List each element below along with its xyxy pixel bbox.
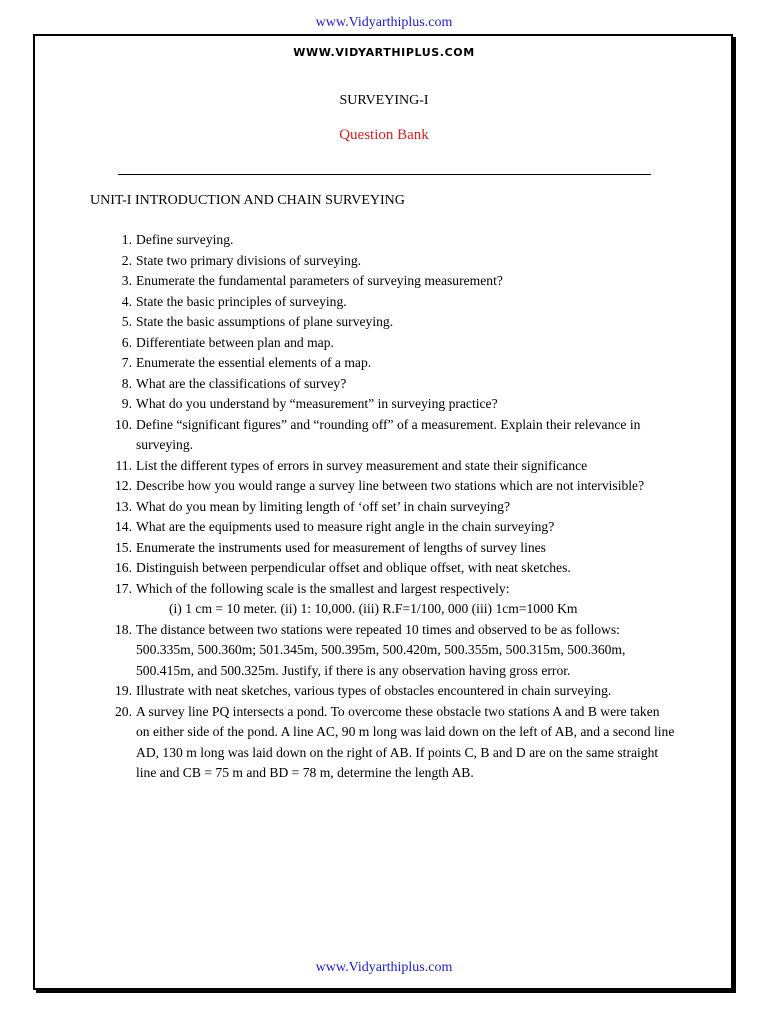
bottom-site-link[interactable]: www.Vidyarthiplus.com [315, 960, 453, 975]
question-number: 5. [121, 314, 132, 329]
top-site-link[interactable]: www.Vidyarthiplus.com [315, 15, 453, 30]
question-item [115, 415, 676, 456]
question-number: 18. [115, 621, 132, 637]
question-text: State two primary divisions of surveying. [136, 252, 362, 268]
question-item [121, 271, 676, 292]
question-number: 8. [121, 375, 132, 391]
question-item [121, 394, 676, 415]
unit-heading: UNIT-I INTRODUCTION AND CHAIN SURVEYING [90, 193, 405, 208]
question-item [115, 456, 676, 477]
question-number: 14. [115, 519, 132, 534]
question-number: 16. [115, 560, 132, 575]
question-number: 9. [121, 396, 132, 411]
question-item [115, 538, 676, 559]
question-number: 4. [121, 293, 132, 309]
question-item [121, 374, 676, 395]
question-item [115, 620, 676, 682]
question-item [121, 230, 676, 251]
question-item [121, 312, 676, 333]
question-text: Illustrate with neat sketches, various types of obstacles encountered in chain surveying. [136, 683, 612, 698]
question-text: Describe how you would range a survey line between two stations which are not intervisible? [136, 478, 645, 493]
question-item [121, 353, 676, 374]
question-text: State the basic assumptions of plane surveying. [136, 314, 394, 329]
question-text: List the different types of errors in survey measurement and state their significance [136, 457, 588, 473]
question-text: Distinguish between perpendicular offset and oblique offset, with neat sketches. [136, 560, 571, 575]
question-number: 1. [121, 232, 132, 247]
question-item [115, 497, 676, 518]
question-text: What are the equipments used to measure right angle in the chain surveying? [136, 519, 555, 534]
question-text: A survey line PQ intersects a pond. To overcome these obstacle two stations A and B were taken on either side of the pond. A line AC, 90 m long was laid down on the left of AB, and a second line AD, 130 m long was laid down on the right of AB. If points C, B and D are on the same straight line and CB = 75 m and BD = 78 m, determine the length AB. [136, 703, 675, 780]
question-number: 2. [121, 252, 132, 268]
question-text: Enumerate the fundamental parameters of surveying measurement? [136, 273, 503, 288]
site-header: WWW.VIDYARTHIPLUS.COM [293, 46, 475, 59]
question-number: 13. [115, 498, 132, 514]
document-subtitle: Question Bank [339, 127, 429, 143]
question-number: 3. [121, 273, 132, 288]
question-text: State the basic principles of surveying. [136, 293, 347, 309]
question-item [115, 517, 676, 538]
question-text: Enumerate the instruments used for measurement of lengths of survey lines [136, 539, 546, 555]
question-number: 6. [121, 334, 132, 350]
question-item [115, 681, 676, 702]
question-text: Define surveying. [136, 232, 234, 247]
question-number: 17. [115, 580, 132, 596]
question-number: 12. [115, 478, 132, 493]
question-text: What do you understand by “measurement” in surveying practice? [136, 396, 498, 411]
document-title: SURVEYING-I [339, 93, 429, 108]
question-subtext: (i) 1 cm = 10 meter. (ii) 1: 10,000. (iii) R.F=1/100, 000 (iii) 1cm=1000 Km [169, 601, 578, 616]
question-text: Which of the following scale is the smallest and largest respectively: [136, 580, 510, 596]
question-item [115, 579, 676, 620]
question-item [115, 702, 676, 784]
question-number: 19. [115, 683, 132, 698]
question-item [121, 292, 676, 313]
question-item [121, 251, 676, 272]
question-text: What are the classifications of survey? [136, 375, 347, 391]
question-text: What do you mean by limiting length of ‘off set’ in chain surveying? [136, 498, 510, 514]
question-text: Enumerate the essential elements of a map. [136, 355, 372, 370]
question-number: 7. [121, 355, 132, 370]
question-text: Differentiate between plan and map. [136, 334, 334, 350]
question-list [115, 230, 676, 784]
question-number: 20. [115, 703, 132, 719]
question-item [121, 333, 676, 354]
question-number: 11. [115, 457, 132, 473]
question-text: Define “significant figures” and “rounding off” of a measurement. Explain their relevance in surveying. [136, 416, 641, 452]
question-item [115, 558, 676, 579]
question-item [115, 476, 676, 497]
question-number: 15. [115, 539, 132, 555]
question-number: 10. [115, 416, 132, 432]
question-text: The distance between two stations were repeated 10 times and observed to be as follows: 500.335m, 500.360m; 501.345m, 500.395m, 500.420m, 500.355m, 500.315m, 500.360m, 500.415m, and 500.325m. Justify, if there is any observation having gross error. [136, 621, 626, 678]
separator-line [118, 174, 651, 175]
